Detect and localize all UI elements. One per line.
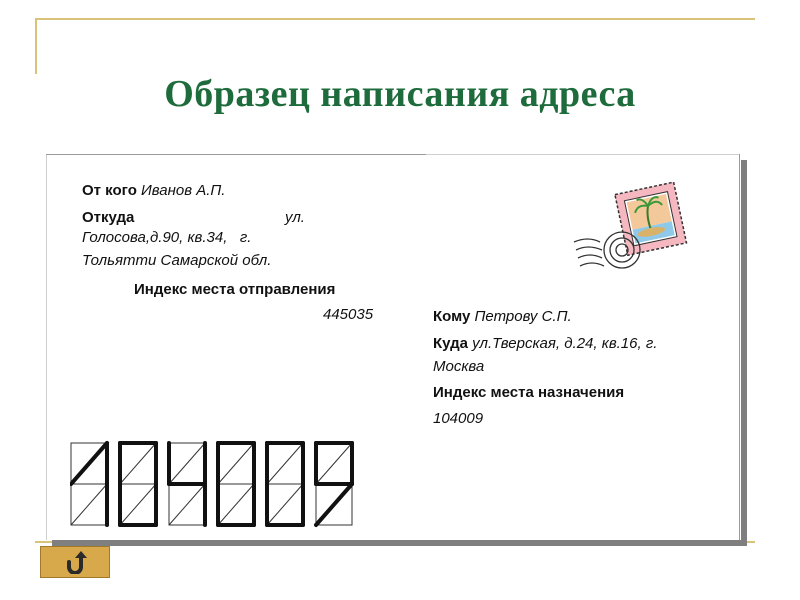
return-button[interactable] bbox=[40, 546, 110, 578]
postcode-digit-stroke bbox=[71, 443, 107, 484]
recipient-index-label: Индекс места назначения bbox=[433, 384, 625, 401]
postcode-cell bbox=[71, 443, 107, 525]
recipient-to-value: Петрову С.П. bbox=[474, 308, 572, 325]
recipient-to bbox=[433, 307, 572, 326]
postcode-digit-stroke bbox=[316, 484, 352, 525]
frame-bottom-line bbox=[35, 541, 755, 543]
postage-stamp-icon bbox=[570, 180, 700, 280]
frame-top-line bbox=[35, 18, 755, 20]
postcode-cell bbox=[316, 443, 352, 525]
recipient-to-label: Кому bbox=[433, 308, 471, 325]
return-arrow-icon bbox=[62, 550, 88, 574]
slide-title: Образец написания адреса bbox=[164, 73, 636, 115]
sender-index-value: 445035 bbox=[323, 306, 374, 323]
sender-from bbox=[82, 181, 225, 200]
sender-where-value-2: Голосова,д.90, кв.34, г. bbox=[82, 229, 252, 246]
sender-where-value-3: Тольятти Самарской обл. bbox=[82, 252, 272, 269]
postcode-grid bbox=[70, 440, 370, 528]
recipient-where bbox=[433, 334, 657, 353]
envelope-edge bbox=[46, 154, 426, 155]
sender-index-label: Индекс места отправления bbox=[134, 281, 336, 298]
envelope-edge bbox=[739, 154, 740, 540]
recipient-where-label: Куда bbox=[433, 335, 468, 352]
postcode-cell bbox=[218, 443, 254, 525]
postcode-cell bbox=[120, 443, 156, 525]
sender-from-value: Иванов А.П. bbox=[141, 182, 226, 199]
sender-where-value-1: ул. bbox=[285, 209, 305, 226]
recipient-where-value-2: Москва bbox=[433, 358, 485, 375]
postcode-cell bbox=[267, 443, 303, 525]
envelope-edge bbox=[426, 154, 740, 155]
frame-left-line bbox=[35, 18, 37, 74]
postcode-cell bbox=[169, 443, 205, 525]
sender-where-label: Откуда bbox=[82, 209, 135, 226]
recipient-where-value-1: ул.Тверская, д.24, кв.16, г. bbox=[472, 335, 658, 352]
sender-from-label: От кого bbox=[82, 182, 137, 199]
recipient-index-value: 104009 bbox=[433, 410, 484, 427]
